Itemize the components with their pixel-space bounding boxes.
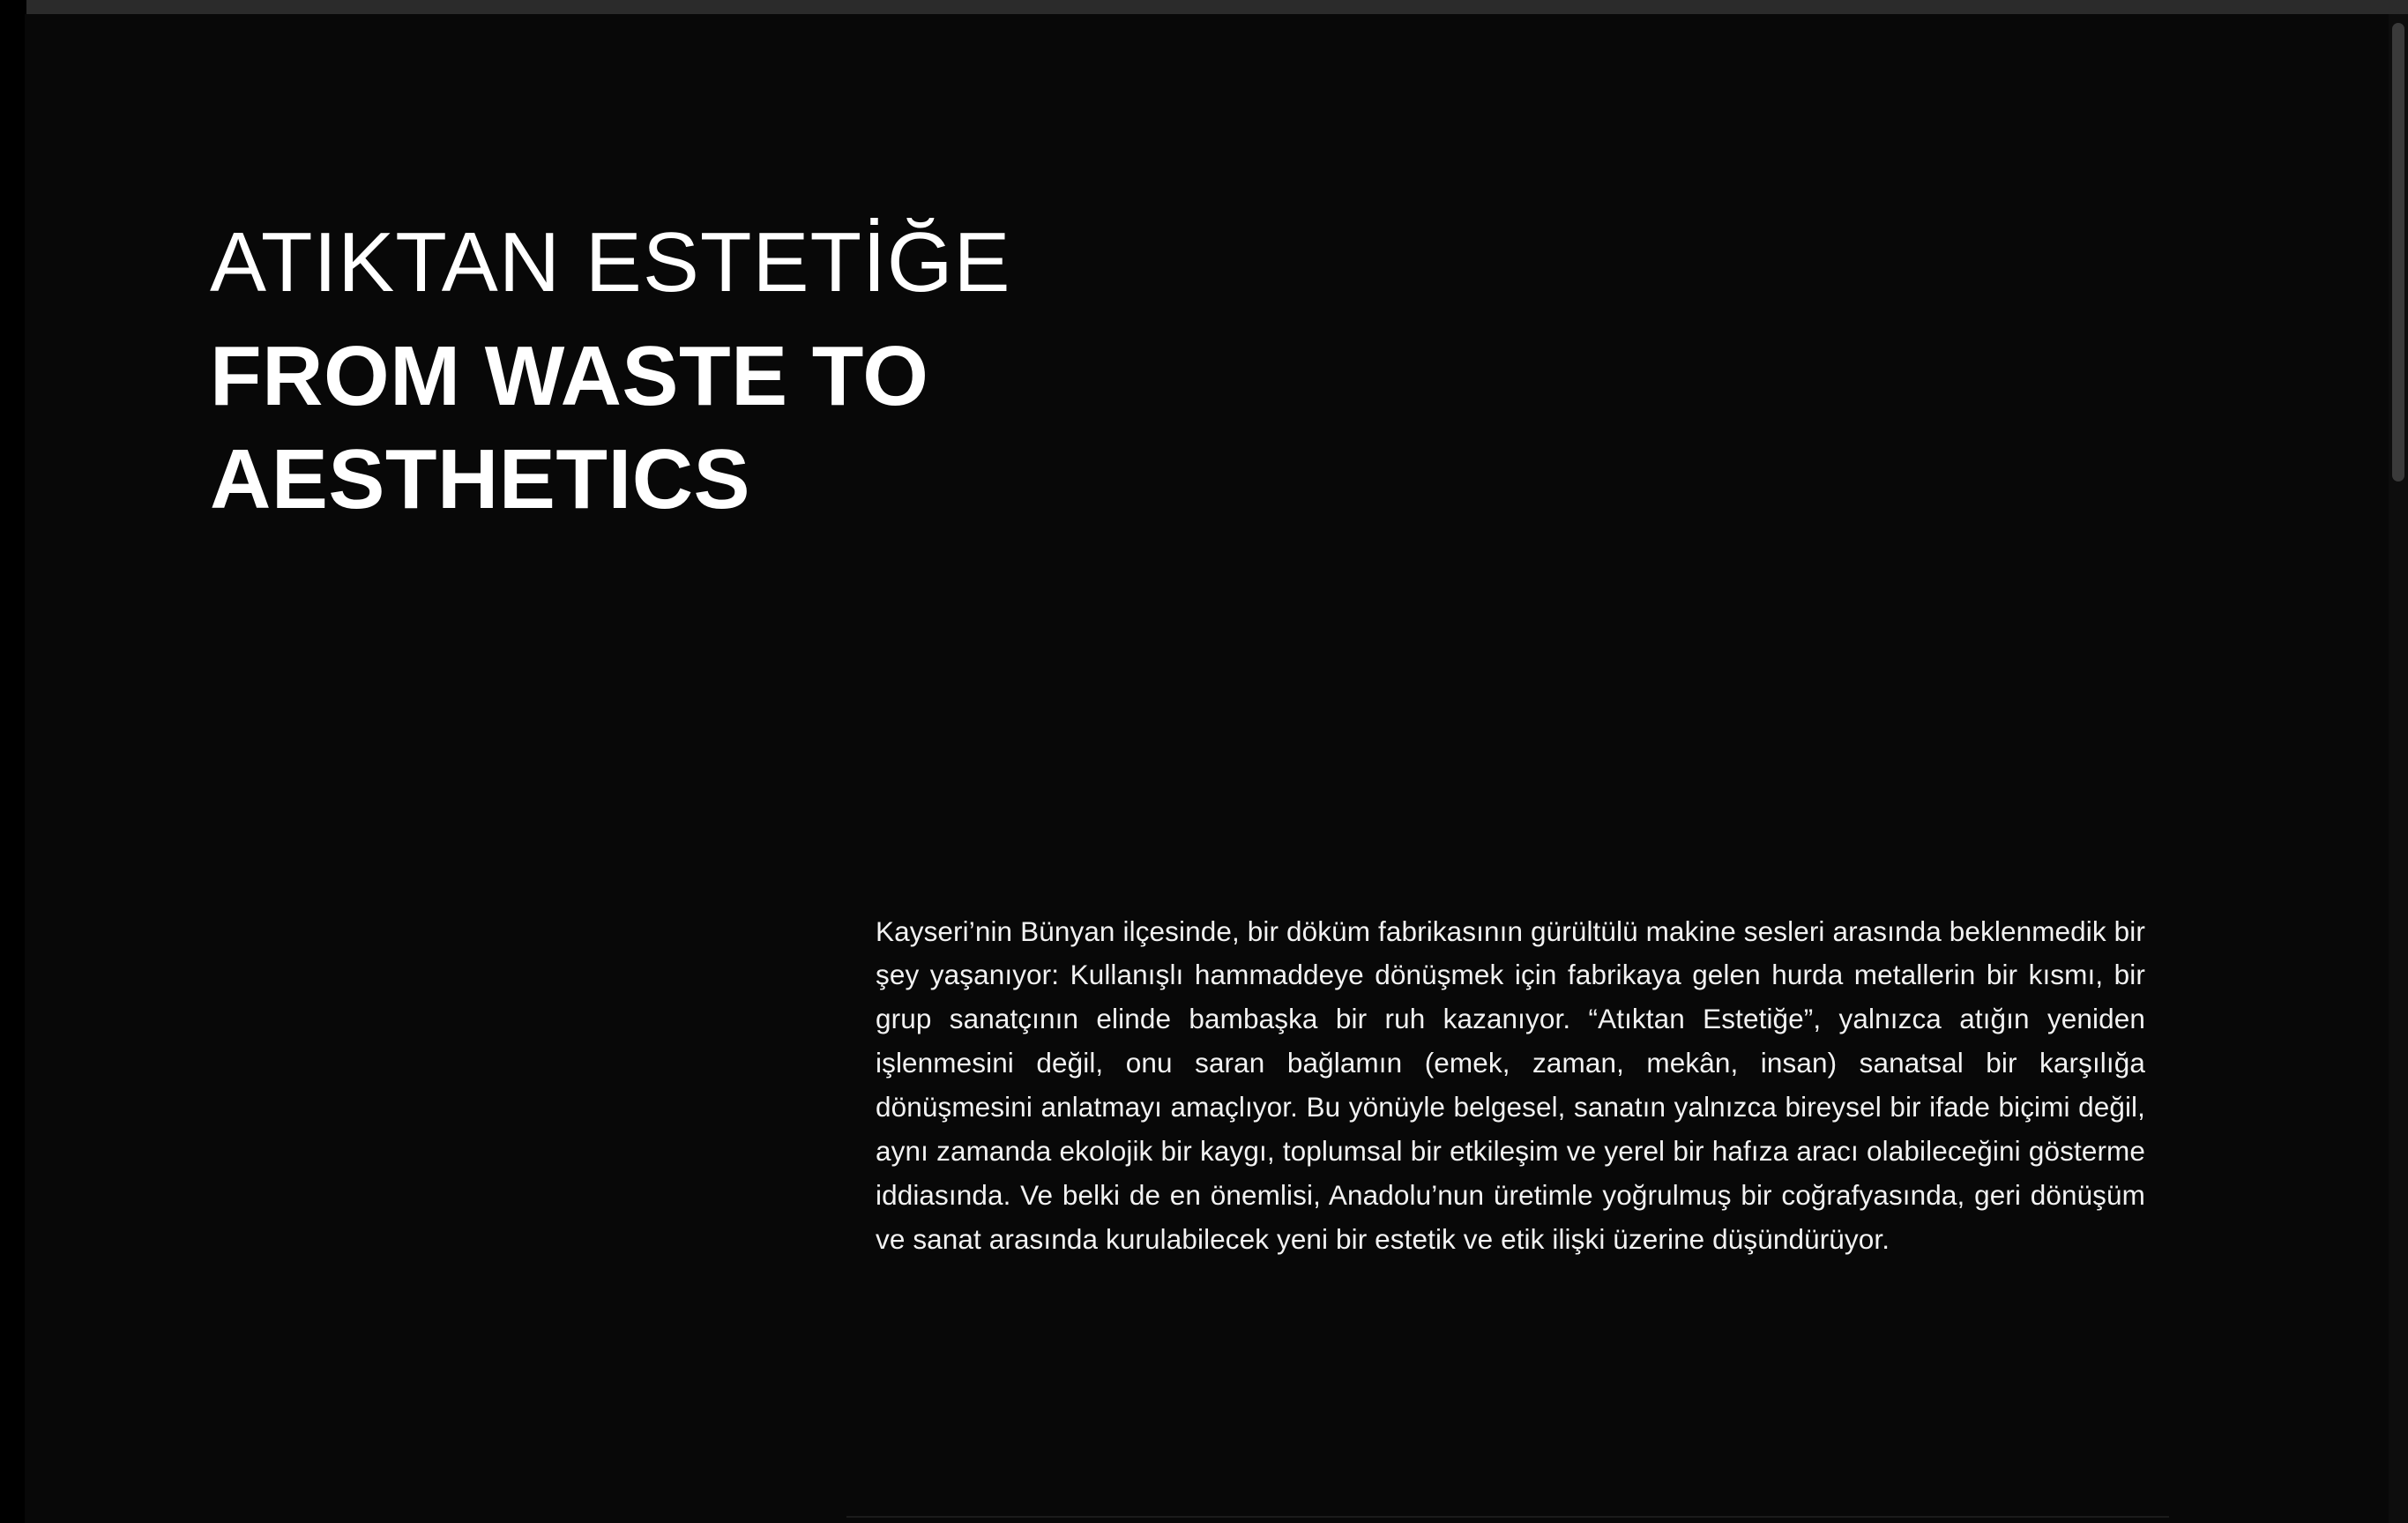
- body-paragraph: Kayseri’nin Bünyan ilçesinde, bir döküm fabrikasının gürültülü makine sesleri arasında beklenmedik bir şey yaşanıyor: Kullanışlı hammaddeye dönüşmek için fabrikaya gelen hurda metallerin bir kısmı, bir grup sanatçının elinde bambaşka bir ruh kazanıyor. “Atıktan Estetiğe”, yalnızca atığın yeniden işlenmesini değil, onu saran bağlamın (emek, zaman, mekân, insan) sanatsal bir karşılığa dönüşmesini anlatmayı amaçlıyor. Bu yönüyle belgesel, sanatın yalnızca bireysel bir ifade biçimi değil, aynı zamanda ekolojik bir kaygı, toplumsal bir etkileşim ve yerel bir hafıza aracı olabileceğini gösterme iddiasında. Ve belki de en önemlisi, Anadolu’nun üretimle yoğrulmuş bir coğrafyasında, geri dönüşüm ve sanat arasında kurulabilecek yeni bir estetik ve etik ilişki üzerine düşündürüyor.: [876, 915, 2145, 1255]
- page-title-english-line-1: FROM WASTE TO: [210, 328, 929, 423]
- page-left-gutter: [0, 14, 25, 1523]
- vertical-scrollbar[interactable]: [2389, 14, 2408, 1523]
- page-title-english-line-2: AESTHETICS: [210, 432, 751, 527]
- page-title-block: [210, 215, 1532, 527]
- window-top-strip-notch: [0, 0, 26, 14]
- page-title-turkish: ATIKTAN ESTETİĞE: [210, 215, 1011, 310]
- window-top-strip: [0, 0, 2408, 14]
- vertical-scrollbar-thumb[interactable]: [2392, 23, 2404, 482]
- body-text-block: [876, 882, 2145, 1289]
- page-bottom-rule: [846, 1516, 2169, 1518]
